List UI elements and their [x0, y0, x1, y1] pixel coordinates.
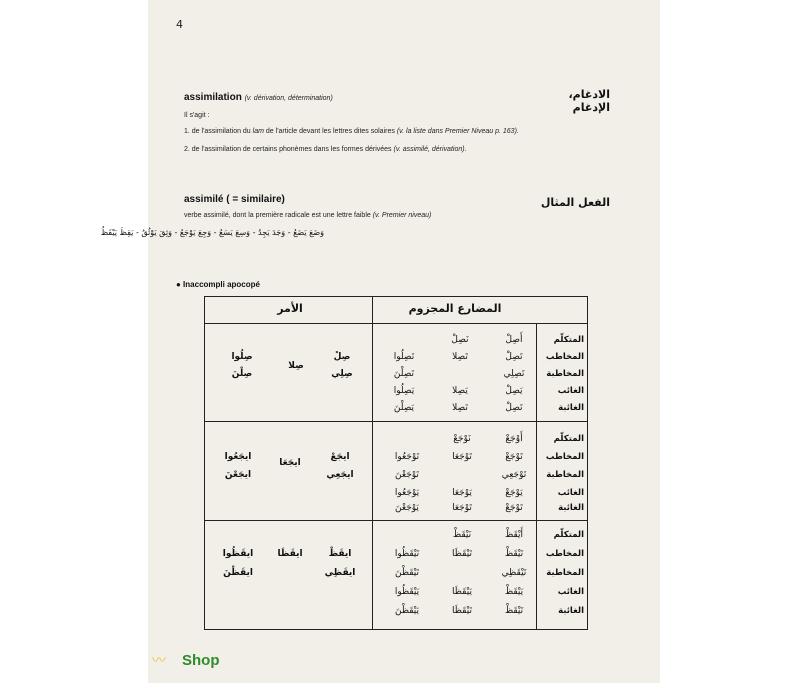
b1-jd-3: تَصِلا [452, 403, 468, 413]
pronoun-3-1: المتكلّم [553, 530, 584, 540]
b2-jd-3: تَوْجَعَا [452, 503, 472, 513]
section1-title-fr: assimilation [184, 92, 242, 103]
section1-title-ar: الادغام، الإدغام [568, 88, 610, 114]
b1-jp-2: تَصِلْنَ [393, 369, 415, 379]
b3-js-4: يَيْقَظْ [504, 587, 524, 597]
pronoun-3-3: المخاطبة [546, 568, 584, 578]
section1-intro: Il s'agit : [184, 112, 210, 119]
b1-jp-1: تَصِلُوا [393, 352, 415, 362]
b2-jd-2: يَوْجَعَا [452, 488, 472, 498]
b2-imp-2: ايجَعِي [326, 470, 354, 480]
b2-imp-pl-1: ايجَعُوا [224, 452, 252, 462]
pronoun-2-3: المخاطبة [546, 470, 584, 480]
table-pronoun-divider [536, 323, 537, 630]
table-column-divider [372, 296, 373, 630]
pronoun-1-3: المخاطبة [546, 369, 584, 379]
b3-js-2: تَيْقَظْ [504, 549, 524, 559]
b2-jp-3: يَوْجَعُوا [394, 488, 420, 498]
section2-desc-text: verbe assimilé, dont la première radicale est une lettre faible [184, 212, 371, 219]
shop-logo[interactable]: Shop [182, 652, 220, 669]
section2-title-ar: الفعل المثال [540, 196, 610, 209]
item2-text: 2. de l'assimilation de certains phonèmes dans les formes dérivées [184, 146, 392, 153]
b2-js-4: يَوْجَعْ [505, 488, 523, 498]
b1-jp-3: يَصِلُوا [393, 386, 415, 396]
b3-jp-1: تَيْقَظُوا [394, 549, 420, 559]
header-imperative: الأمر [277, 302, 303, 315]
b1-js-4: يَصِلْ [505, 386, 523, 396]
section1-subtitle: (v. dérivation, détermination) [244, 95, 333, 102]
b2-js-5: تَوْجَعْ [505, 503, 523, 513]
item1-ref: (v. la liste dans Premier Niveau p. 163). [396, 128, 519, 135]
b3-imp-pl-1: ايقَظُوا [222, 549, 254, 559]
b3-imp-2: ايقَظِي [324, 568, 356, 578]
b2-imp-pl-2: ايجَعْنَ [224, 470, 252, 480]
b1-js-plural-first: نَصِلْ [451, 335, 469, 345]
pronoun-3-5: الغائبة [558, 606, 584, 616]
b3-js-3: تَيْقَظِي [501, 568, 527, 578]
header-jussive: المضارع المجزوم [408, 302, 502, 315]
b3-js-5: تَيْقَظْ [504, 606, 524, 616]
b3-imp-dual: ايقَظَا [277, 549, 303, 559]
b2-jp-4: يَوْجَعْنَ [395, 503, 419, 513]
b2-js-plural-first: نَوْجَعْ [453, 434, 471, 444]
section1-item1 [184, 128, 519, 135]
b1-imp-dual: صِلا [288, 361, 304, 371]
table-block-divider-1 [204, 421, 588, 422]
b1-imp-1: صِلْ [333, 352, 351, 362]
item1-text-b: de l'article devant les lettres dites solaires [265, 128, 395, 135]
b1-imp-pl-1: صِلُوا [231, 352, 253, 362]
logo-swirl-icon: 〰 [152, 653, 166, 669]
b2-imp-dual: ايجَعَا [279, 458, 301, 468]
b1-js-5: تَصِلْ [505, 403, 523, 413]
b1-jd-2: يَصِلا [452, 386, 468, 396]
pronoun-1-1: المتكلّم [553, 335, 584, 345]
b2-jd-1: تَوْجَعَا [452, 452, 472, 462]
pronoun-1-2: المخاطب [545, 352, 584, 362]
b1-jp-4: يَصِلْنَ [393, 403, 415, 413]
b3-jp-2: تَيْقَظْنَ [394, 568, 419, 578]
pronoun-2-4: الغائب [557, 488, 584, 498]
page-number: 4 [176, 18, 183, 31]
table-header-divider [204, 323, 588, 324]
pronoun-3-4: الغائب [557, 587, 584, 597]
b3-js-plural-first: نَيْقَظْ [452, 530, 472, 540]
conjugation-table [204, 296, 588, 630]
b3-jd-2: يَيْقَظَا [452, 587, 472, 597]
section1-title [184, 92, 333, 103]
b2-jp-2: تَوْجَعْنَ [395, 470, 419, 480]
b1-js-3: تَصِلِي [503, 369, 525, 379]
pronoun-2-5: الغائبة [558, 503, 584, 513]
pronoun-1-5: الغائبة [558, 403, 584, 413]
b1-js-1: أَصِلْ [505, 335, 523, 345]
section2-desc-ref: (v. Premier niveau) [372, 212, 432, 219]
b3-js-1: أَيْقَظْ [504, 530, 524, 540]
table-block-divider-2 [204, 520, 588, 521]
b2-imp-1: ايجَعْ [330, 452, 350, 462]
b1-js-2: تَصِلْ [505, 352, 523, 362]
section2-title-fr: assimilé ( = similaire) [184, 194, 285, 205]
section2-examples: وَضَعَ يَضَعُ - وَجَدَ يَجِدُ - وَسِعَ يَسَعُ - وَجِعَ يَوْجَعُ - وَثِقَ يَوْثُقُ - يَقِظَ يَيْقَظُ [100, 228, 324, 237]
item1-lam: lam [252, 128, 264, 135]
b3-imp-pl-2: ايقَظْنَ [223, 568, 253, 578]
b3-jd-3: تَيْقَظَا [452, 606, 472, 616]
section1-item2 [184, 146, 467, 153]
b3-jp-3: يَيْقَظُوا [394, 587, 420, 597]
item1-text: 1. de l'assimilation du [184, 128, 251, 135]
b2-js-1: أَوْجَعْ [505, 434, 523, 444]
b2-jp-1: تَوْجَعُوا [394, 452, 420, 462]
b2-js-2: تَوْجَعْ [505, 452, 523, 462]
pronoun-2-2: المخاطب [545, 452, 584, 462]
pronoun-3-2: المخاطب [545, 549, 584, 559]
b2-js-3: تَوْجَعِي [501, 470, 527, 480]
b3-jp-4: يَيْقَظْنَ [394, 606, 419, 616]
b1-imp-2: صِلِي [331, 369, 353, 379]
pronoun-1-4: الغائب [557, 386, 584, 396]
section2-desc [184, 212, 431, 219]
b3-jd-1: تَيْقَظَا [452, 549, 472, 559]
item2-ref: (v. assimilé, dérivation). [393, 146, 467, 153]
b3-imp-1: ايقَظْ [328, 549, 352, 559]
b1-imp-pl-2: صِلْنَ [231, 369, 253, 379]
b1-jd-1: تَصِلا [452, 352, 468, 362]
pronoun-2-1: المتكلّم [553, 434, 584, 444]
bullet-heading: ● Inaccompli apocopé [176, 280, 260, 289]
